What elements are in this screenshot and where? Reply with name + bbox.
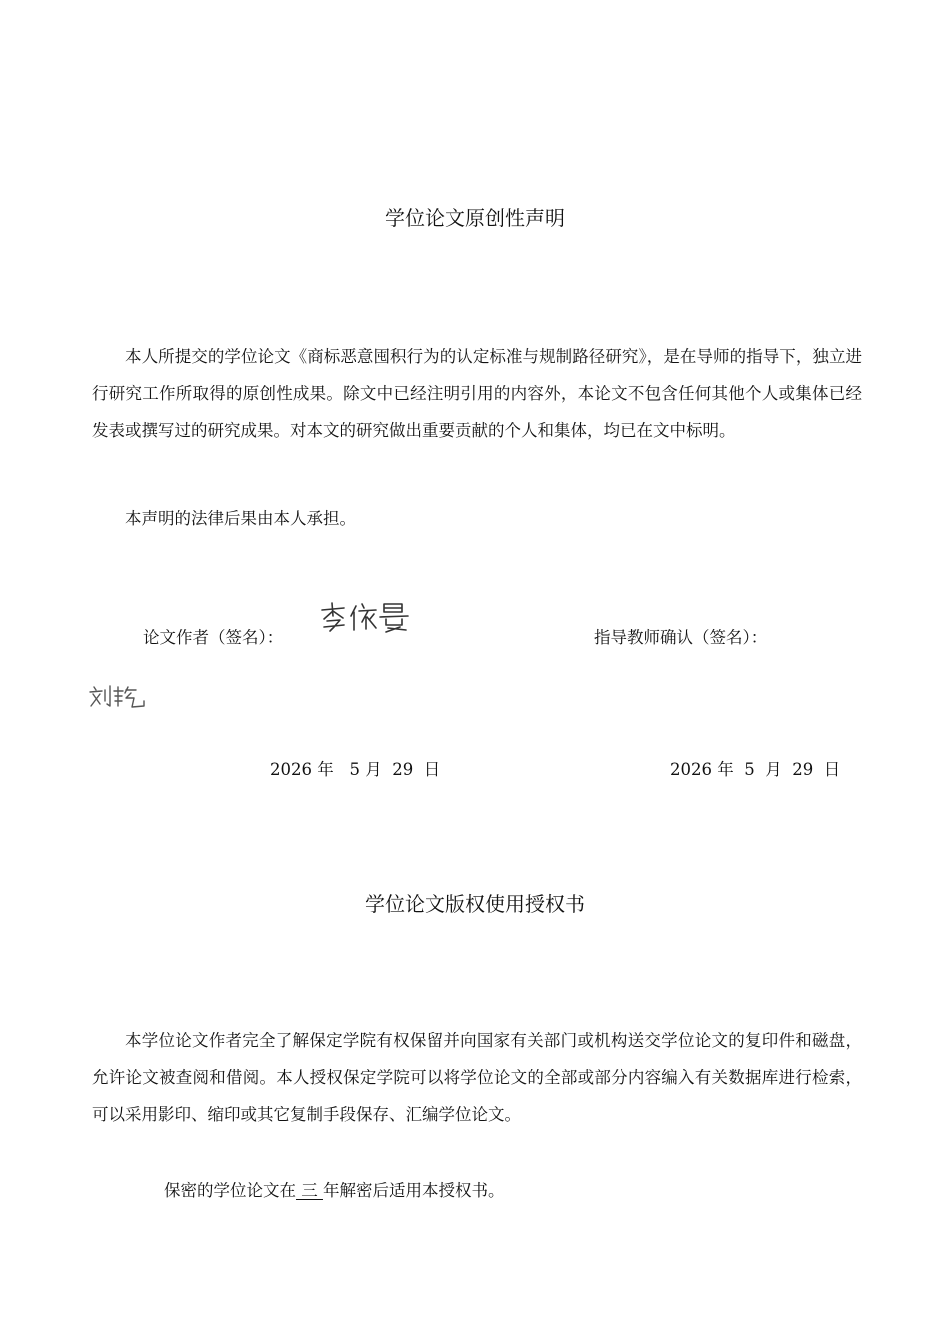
author-signature (318, 600, 414, 634)
authorization-title: 学位论文版权使用授权书 (365, 892, 585, 916)
secrecy-prefix: 保密的学位论文在 (163, 1181, 296, 1200)
advisor-signature (88, 684, 150, 710)
secrecy-years: 三 (295, 1181, 323, 1200)
legal-consequence-paragraph: 本声明的法律后果由本人承担。 (125, 509, 356, 528)
originality-title: 学位论文原创性声明 (385, 206, 565, 230)
advisor-date: 2026 年 5 月 29 日 (670, 760, 841, 779)
authorization-paragraph: 本学位论文作者完全了解保定学院有权保留并向国家有关部门或机构送交学位论文的复印件和磁盘，允许论文被查阅和借阅。本人授权保定学院可以将学位论文的全部或部分内容编入有关数据库进行检索，可以采用影印、缩印或其它复制手段保存、汇编学位论文。 (92, 1031, 862, 1124)
advisor-signature-label: 指导教师确认（签名）： (594, 628, 768, 647)
originality-paragraph: 本人所提交的学位论文《商标恶意囤积行为的认定标准与规制路径研究》，是在导师的指导下，独立进行研究工作所取得的原创性成果。除文中已经注明引用的内容外，本论文不包含任何其他个人或集体已经发表或撰写过的研究成果。对本文的研究做出重要贡献的个人和集体，均已在文中标明。 (92, 347, 862, 440)
secrecy-statement (143, 1158, 504, 1220)
author-signature-label: 论文作者（签名）： (143, 628, 284, 647)
author-date: 2026 年 5 月 29 日 (270, 760, 441, 779)
secrecy-suffix: 年解密后适用本授权书。 (322, 1181, 505, 1200)
